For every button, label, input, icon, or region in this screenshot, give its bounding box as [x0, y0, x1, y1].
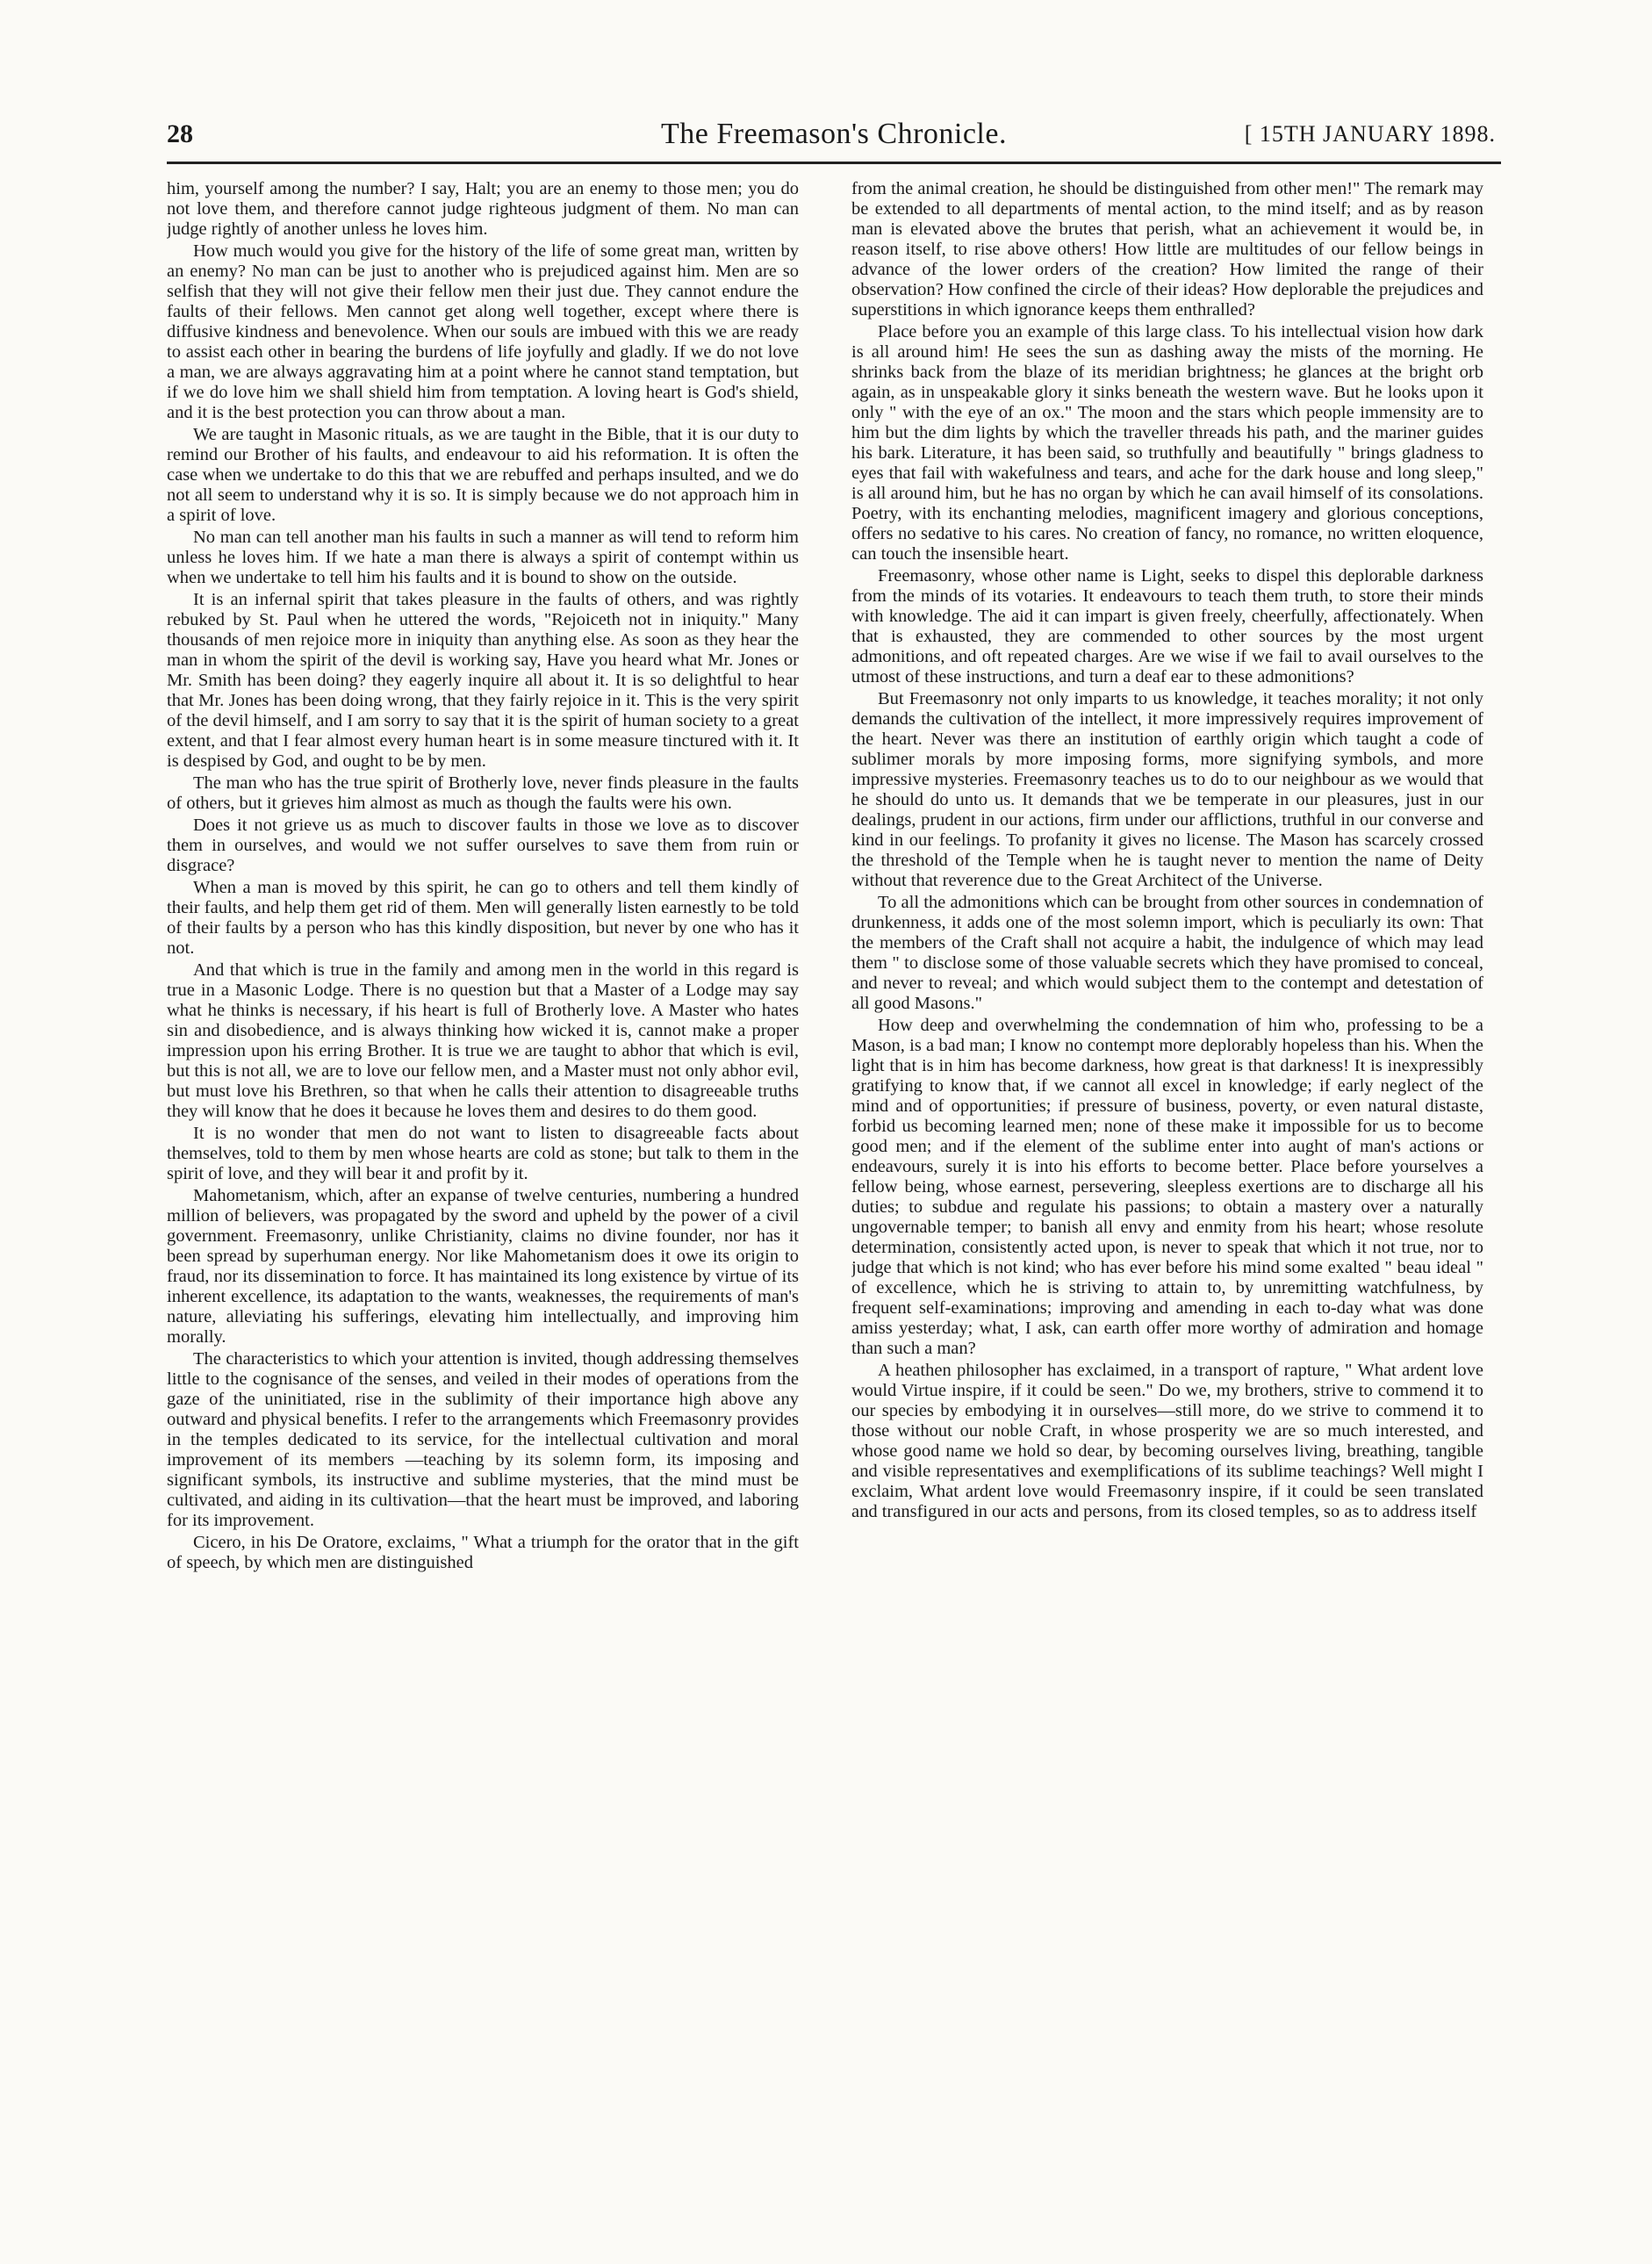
- issue-date: [ 15TH JANUARY 1898.: [1244, 121, 1496, 147]
- paragraph: No man can tell another man his faults in such a manner as will tend to reform him unless he loves him. If we hate a man there is always a spirit of contempt within us when we undertake to tell him his faults and it is bound to show on the outside.: [167, 528, 799, 587]
- paragraph: But Freemasonry not only imparts to us knowledge, it teaches morality; it not only demands the cultivation of the intellect, it more impressively requires improvement of the heart. Never was there an institution of earthly origin which taught a code of sublimer morals by more imposing forms, more signifying symbols, and more impressive mysteries. Freemasonry teaches us to do to our neighbour as we would that he should do unto us. It demands that we be temperate in our pleasures, just in our dealings, prudent in our actions, firm under our afflictions, truthful in our converse and kind in our feelings. To profanity it gives no license. The Mason has scarcely crossed the threshold of the Temple when he is taught never to mention the name of Deity without that reverence due to the Great Architect of the Universe.: [851, 689, 1483, 890]
- paragraph: Place before you an example of this large class. To his intellectual vision how dark is all around him! He sees the sun as dashing away the mists of the morning. He shrinks back from the blaze of its meridian brightness; he glances at the bright orb again, as in unspeakable glory it sinks beneath the western wave. But he looks upon it only " with the eye of an ox." The moon and the stars which people immensity are to him but the dim lights by which the traveller threads his path, and the mariner guides his bark. Literature, it has been said, so truthfully and beautifully " brings gladness to eyes that fail with wakefulness and tears, and ache for the dark house and long sleep," is all around him, but he has no organ by which he can avail himself of its consolations. Poetry, with its enchanting melodies, magnificent imagery and glorious conceptions, offers no sedative to his cares. No creation of fancy, no romance, no written eloquence, can touch the insensible heart.: [851, 322, 1483, 564]
- page-number: 28: [167, 119, 193, 148]
- paragraph: How deep and overwhelming the condemnation of him who, professing to be a Mason, is a bad man; I know no contempt more deplorably hopeless than his. When the light that is in him has become darkness, how great is that darkness! It is inexpressibly gratifying to know that, if we cannot all excel in knowledge; if early neglect of the mind and of opportunities; if pressure of business, poverty, or even natural distaste, forbid us becoming learned men; none of these make it impossible for us to become good men; and if the element of the sublime enter into aught of man's actions or endeavours, surely it is into his efforts to become better. Place before yourselves a fellow being, whose earnest, persevering, sleepless exertions are to discharge all his duties; to subdue and regulate his passions; to obtain a mastery over a naturally ungovernable temper; to banish all envy and enmity from his heart; whose resolute determination, consistently acted upon, is never to speak that which it not true, nor to judge that which is not kind; who has ever before his mind some exalted " beau ideal " of excellence, which he is striving to attain to, by unremitting watchfulness, by frequent self-examinations; improving and amending in each to-day what was done amiss yesterday; what, I ask, can earth offer more worthy of admiration and homage than such a man?: [851, 1016, 1483, 1358]
- masthead-title: The Freemason's Chronicle.: [661, 118, 1007, 150]
- paragraph: Mahometanism, which, after an expanse of twelve centuries, numbering a hundred million of believers, was propagated by the sword and upheld by the power of a civil government. Freemasonry, unlike Christianity, claims no divine founder, nor has it been spread by superhuman energy. Nor like Mahometanism does it owe its origin to fraud, nor its dissemination to force. It has maintained its long existence by virtue of its inherent excellence, its adaptation to the wants, weaknesses, the requirements of man's nature, alleviating his sufferings, elevating him intellectually, and improving him morally.: [167, 1186, 799, 1347]
- paragraph: from the animal creation, he should be distinguished from other men!" The remark may be extended to all departments of mental action, to the mind itself; and as by reason man is elevated above the brutes that perish, what an achievement it would be, in reason itself, to rise above others! How little are multitudes of our fellow beings in advance of the lower orders of the creation? How limited the range of their observation? How confined the circle of their ideas? How deplorable the prejudices and superstitions in which ignorance keeps them enthralled?: [851, 179, 1483, 320]
- paragraph: To all the admonitions which can be brought from other sources in condemnation of drunkenness, it adds one of the most solemn import, which is peculiarly its own: That the members of the Craft shall not acquire a habit, the indulgence of which may lead them " to disclose some of those valuable secrets which they have promised to conceal, and never to reveal; and which would subject them to the contempt and detestation of all good Masons.": [851, 893, 1483, 1013]
- paragraph: Cicero, in his De Oratore, exclaims, " What a triumph for the orator that in the gift of speech, by which men are distinguished: [167, 1533, 799, 1572]
- paragraph: A heathen philosopher has exclaimed, in a transport of rapture, " What ardent love would Virtue inspire, if it could be seen." Do we, my brothers, strive to commend it to our species by embodying it in ourselves—still more, do we strive to commend it to those without our noble Craft, in whose prosperity we are so much interested, and whose good name we hold so dear, by becoming ourselves living, breathing, tangible and visible representatives and exemplifications of its sublime teachings? Well might I exclaim, What ardent love would Freemasonry inspire, if it could be seen translated and transfigured in our acts and persons, from its closed temples, so as to address itself: [851, 1361, 1483, 1521]
- paragraph: The man who has the true spirit of Brotherly love, never finds pleasure in the faults of others, but it grieves him almost as much as though the faults were his own.: [167, 773, 799, 813]
- paragraph: him, yourself among the number? I say, Halt; you are an enemy to those men; you do not love them, and therefore cannot judge righteous judgment of them. No man can judge rightly of another unless he loves him.: [167, 179, 799, 239]
- right-column: [851, 179, 1483, 2224]
- paragraph: Freemasonry, whose other name is Light, seeks to dispel this deplorable darkness from the minds of its votaries. It endeavours to teach them truth, to store their minds with knowledge. The aid it can impart is given freely, cheerfully, affectionately. When that is exhausted, they are commended to other sources by the most urgent admonitions, and oft repeated charges. Are we wise if we fail to avail ourselves to the utmost of these instructions, and turn a deaf ear to these admonitions?: [851, 566, 1483, 686]
- paragraph: It is an infernal spirit that takes pleasure in the faults of others, and was rightly rebuked by St. Paul when he uttered the words, "Rejoiceth not in iniquity." Many thousands of men rejoice more in iniquity than anything else. As soon as they hear the man in whom the spirit of the devil is working say, Have you heard what Mr. Jones or Mr. Smith has been doing? they eagerly inquire all about it. It is so delightful to hear that Mr. Jones has been doing wrong, that they fairly rejoice in it. This is the very spirit of the devil himself, and I am sorry to say that it is the spirit of human society to a great extent, and that I fear almost every human heart is in some measure tinctured with it. It is despised by God, and ought to be by men.: [167, 590, 799, 771]
- paragraph: The characteristics to which your attention is invited, though addressing themselves little to the cognisance of the senses, and veiled in their modes of operations from the gaze of the uninitiated, rise in the sublimity of their importance high above any outward and physical benefits. I refer to the arrangements which Freemasonry provides in the temples dedicated to its service, for the intellectual cultivation and moral improvement of its members —teaching by its solemn form, its imposing and significant symbols, its instructive and sublime mysteries, that the mind must be cultivated, and aiding in its cultivation—that the heart must be improved, and laboring for its improvement.: [167, 1349, 799, 1530]
- left-column: [167, 179, 799, 2224]
- paragraph: When a man is moved by this spirit, he can go to others and tell them kindly of their faults, and help them get rid of them. Men will generally listen earnestly to be told of their faults by a person who has this kindly disposition, but never by one who has it not.: [167, 878, 799, 958]
- page-header: [167, 118, 1501, 164]
- paragraph: Does it not grieve us as much to discover faults in those we love as to discover them in ourselves, and would we not suffer ourselves to save them from ruin or disgrace?: [167, 816, 799, 875]
- paragraph: We are taught in Masonic rituals, as we are taught in the Bible, that it is our duty to remind our Brother of his faults, and endeavour to aid his reformation. It is often the case when we undertake to do this that we are rebuffed and perhaps insulted, and we do not all seem to understand why it is so. It is simply because we do not approach him in a spirit of love.: [167, 425, 799, 525]
- paragraph: And that which is true in the family and among men in the world in this regard is true in a Masonic Lodge. There is no question but that a Master of a Lodge may say what he thinks is necessary, if his heart is full of Brotherly love. A Master who hates sin and disobedience, and is always thinking how wicked it is, cannot make a proper impression upon his erring Brother. It is true we are taught to abhor that which is evil, but this is not all, we are to love our fellow men, and a Master must not only abhor evil, but must love his Brethren, so that when he calls their attention to disagreeable truths they will know that he does it because he loves them and desires to do them good.: [167, 960, 799, 1121]
- paragraph: It is no wonder that men do not want to listen to disagreeable facts about themselves, told to them by men whose hearts are cold as stone; but talk to them in the spirit of love, and they will bear it and profit by it.: [167, 1124, 799, 1183]
- paragraph: How much would you give for the history of the life of some great man, written by an enemy? No man can be just to another who is prejudiced against him. Men are so selfish that they will not give their fellow men their just due. They cannot endure the faults of their fellows. Men cannot get along well together, except where there is diffusive kindness and benevolence. When our souls are imbued with this we are ready to assist each other in bearing the burdens of life joyfully and gladly. If we do not love a man, we are always aggravating him at a point where he cannot stand temptation, but if we do love him we shall shield him from temptation. A loving heart is God's shield, and it is the best protection you can throw about a man.: [167, 241, 799, 422]
